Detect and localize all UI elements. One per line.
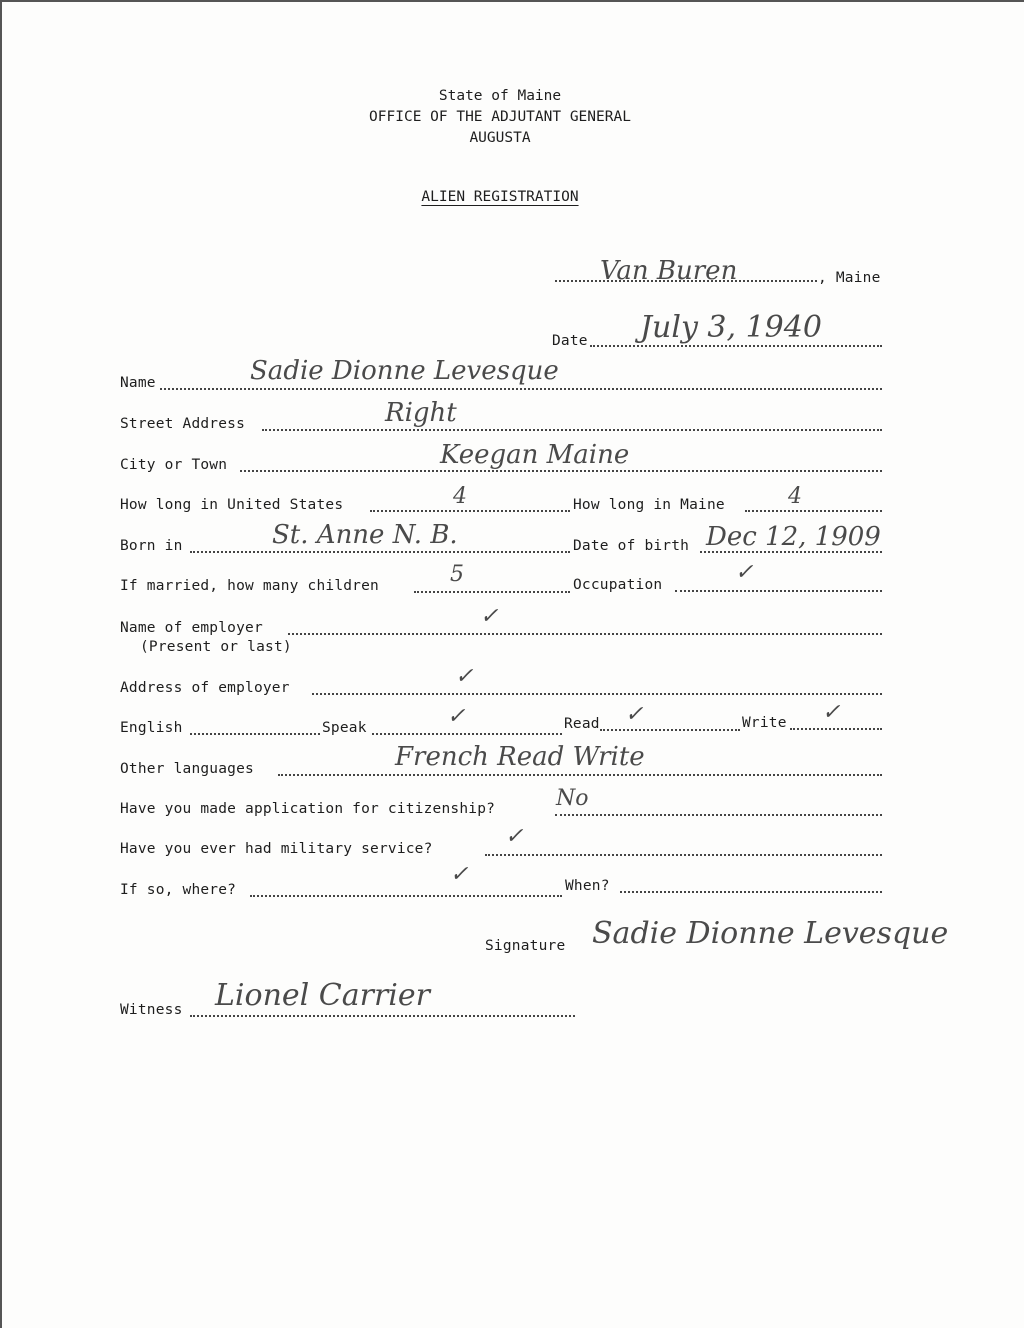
citizenship-label: Have you made application for citizenship?	[120, 801, 496, 817]
header-state: State of Maine	[438, 88, 562, 104]
how-long-maine-value: 4	[788, 484, 802, 509]
english-dots	[190, 733, 320, 735]
read-label: Read	[564, 716, 600, 732]
place-suffix: , Maine	[818, 270, 881, 286]
other-languages-value: French Read Write	[395, 742, 645, 772]
how-long-us-label: How long in United States	[120, 497, 344, 513]
date-label: Date	[552, 333, 588, 349]
employer-dots	[288, 633, 882, 635]
military-label: Have you ever had military service?	[120, 841, 433, 857]
street-label: Street Address	[120, 416, 246, 432]
signature-value: Sadie Dionne Levesque	[592, 916, 949, 951]
witness-label: Witness	[120, 1002, 183, 1018]
street-value: Right	[385, 398, 457, 428]
other-languages-dots	[278, 774, 882, 776]
citizenship-dots	[555, 814, 882, 816]
write-dots	[790, 728, 882, 730]
speak-value: ✓	[447, 704, 466, 729]
how-long-maine-label: How long in Maine	[573, 497, 725, 513]
city-label: City or Town	[120, 457, 228, 473]
born-in-label: Born in	[120, 538, 183, 554]
name-dots	[160, 388, 882, 390]
occupation-value: ✓	[735, 560, 754, 585]
read-dots	[600, 729, 740, 731]
employer-label: Name of employer	[120, 620, 263, 636]
place-value: Van Buren	[600, 256, 738, 286]
witness-value: Lionel Carrier	[215, 978, 430, 1013]
military-dots	[485, 854, 882, 856]
speak-dots	[372, 733, 562, 735]
where-label: If so, where?	[120, 882, 237, 898]
occupation-label: Occupation	[573, 577, 663, 593]
how-long-maine-dots	[745, 510, 882, 512]
header-city: AUGUSTA	[469, 130, 531, 146]
header-office: OFFICE OF THE ADJUTANT GENERAL	[369, 109, 631, 125]
employer-address-value: ✓	[455, 664, 474, 689]
employer-address-label: Address of employer	[120, 680, 290, 696]
children-dots	[414, 591, 570, 593]
date-value: July 3, 1940	[640, 310, 822, 345]
where-value: ✓	[450, 862, 469, 887]
street-dots	[262, 429, 882, 431]
born-in-dots	[190, 551, 570, 553]
when-dots	[620, 891, 882, 893]
dob-value: Dec 12, 1909	[706, 522, 881, 552]
speak-label: Speak	[322, 720, 367, 736]
signature-label: Signature	[485, 938, 566, 954]
citizenship-value: No	[556, 786, 589, 811]
other-languages-label: Other languages	[120, 761, 254, 777]
where-dots	[250, 895, 562, 897]
children-value: 5	[450, 562, 464, 587]
write-label: Write	[742, 715, 787, 731]
employer-value: ✓	[480, 604, 499, 629]
witness-dots	[190, 1015, 575, 1017]
employer-address-dots	[312, 693, 882, 695]
occupation-dots	[675, 590, 882, 592]
military-value: ✓	[505, 824, 524, 849]
date-dots	[590, 345, 882, 347]
form-title: ALIEN REGISTRATION	[421, 189, 579, 205]
read-value: ✓	[625, 702, 644, 727]
name-value: Sadie Dionne Levesque	[250, 356, 559, 386]
write-value: ✓	[822, 700, 841, 725]
dob-label: Date of birth	[573, 538, 690, 554]
how-long-us-dots	[370, 510, 570, 512]
city-dots	[240, 470, 882, 472]
city-value: Keegan Maine	[440, 440, 630, 470]
scan-edge-top	[0, 0, 1024, 2]
employer-sublabel: (Present or last)	[140, 639, 292, 655]
how-long-us-value: 4	[453, 484, 467, 509]
born-in-value: St. Anne N. B.	[272, 520, 458, 550]
when-label: When?	[565, 878, 610, 894]
children-label: If married, how many children	[120, 578, 379, 594]
name-label: Name	[120, 375, 156, 391]
english-label: English	[120, 720, 183, 736]
